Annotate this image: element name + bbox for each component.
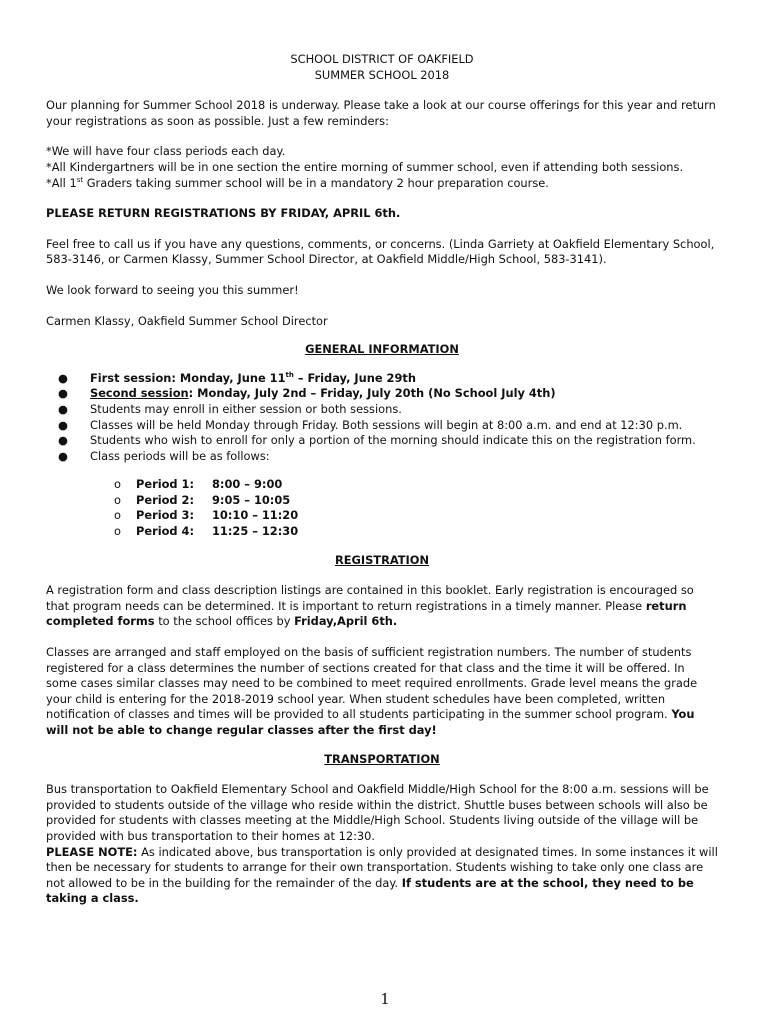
reminder-periods: *We will have four class periods each day. [46, 144, 286, 159]
period-label: Period 4: [136, 524, 195, 539]
period-time: 9:05 – 10:05 [212, 492, 291, 507]
look-forward-line: We look forward to seeing you this summer! [46, 282, 299, 297]
document-page [46, 52, 718, 907]
period-label: Period 1: [136, 477, 195, 492]
list-item: ● Students may enroll in either session or both sessions. [58, 401, 402, 416]
period-label: Period 3: [136, 508, 195, 523]
reminder-kindergarten: *All Kindergartners will be in one section the entire morning of summer school, even if attending both sessions. [46, 159, 684, 174]
general-information-heading: GENERAL INFORMATION [305, 342, 459, 357]
bullet-icon: ● [58, 417, 68, 432]
contact-paragraph: Feel free to call us if you have any questions, comments, or concerns. (Linda Garriety at Oakfield Elementary School, 583-3146, or Carmen Klassy, Summer School Director, at Oakfield Middle/High School, 583-3141). [46, 236, 715, 267]
transportation-note: PLEASE NOTE: As indicated above, bus transportation is only provided at designated times. In some instances it will then be necessary for students to arrange for their own transportation. Students wishing to take only one class are not allowed to be in the building for the remainder of the day. If students are at the school, they need to be taking a class. [46, 844, 718, 906]
list-item: ● Class periods will be as follows: [58, 448, 270, 463]
bullet-icon: ● [58, 433, 68, 448]
list-item: ● Classes will be held Monday through Friday. Both sessions will begin at 8:00 a.m. and end at 12:30 p.m. [58, 417, 683, 432]
bullet-icon: ● [58, 370, 68, 385]
list-item: ● Students who wish to enroll for only a portion of the morning should indicate this on the registration form. [58, 433, 696, 448]
period-row [46, 493, 718, 509]
reminder-first-grade: *All 1st Graders taking summer school will be in a mandatory 2 hour preparation course. [46, 175, 549, 190]
registration-paragraph-1: A registration form and class description listings are contained in this booklet. Early registration is encouraged so that program needs can be determined. It is important to return registrations in a timely manner. Please return completed forms to the school offices by Friday,April 6th. [46, 583, 694, 629]
bullet-icon: ● [58, 386, 68, 401]
period-time: 8:00 – 9:00 [212, 477, 283, 492]
transportation-heading: TRANSPORTATION [324, 751, 440, 766]
registration-deadline: PLEASE RETURN REGISTRATIONS BY FRIDAY, APRIL 6th. [46, 206, 401, 221]
period-row [46, 508, 718, 524]
general-information-list [46, 371, 718, 465]
period-time: 10:10 – 11:20 [212, 508, 299, 523]
list-item: ● First session: Monday, June 11th – Friday, June 29th [58, 370, 416, 385]
registration-paragraph-2: Classes are arranged and staff employed on the basis of sufficient registration numbers. The number of students registered for a class determines the number of sections created for that class and the time it will be offered. In some cases similar classes may need to be combined to meet required enrollments. Grade level means the grade your child is entering for the 2018-2019 school year. When student schedules have been completed, written notification of classes and times will be provided to all students participating in the summer school program. You will not be able to change regular classes after the first day! [46, 645, 698, 737]
list-item: ● Second session: Monday, July 2nd – Friday, July 20th (No School July 4th) [58, 386, 556, 401]
period-time: 11:25 – 12:30 [212, 524, 299, 539]
class-period-list [46, 477, 718, 539]
bullet-icon: ● [58, 401, 68, 416]
registration-heading: REGISTRATION [334, 552, 430, 567]
period-label: Period 2: [136, 492, 195, 507]
transportation-paragraph: Bus transportation to Oakfield Elementary School and Oakfield Middle/High School for the 8:00 a.m. sessions will be provided to students outside of the village who reside within the district. Shuttle buses between schools will also be provided for students with classes meeting at the Middle/High School. Students living outside of the village will be provided with bus transportation to their homes at 12:30. [46, 782, 709, 843]
period-row [46, 477, 718, 493]
period-row [46, 524, 718, 540]
bullet-icon: ● [58, 448, 68, 463]
sub-bullet-icon: o [114, 477, 121, 492]
intro-paragraph: Our planning for Summer School 2018 is underway. Please take a look at our course offerings for this year and return your registrations as soon as possible. Just a few reminders: [46, 98, 716, 128]
director-signature: Carmen Klassy, Oakfield Summer School Director [46, 313, 328, 328]
page-number: 1 [380, 990, 390, 1008]
sub-bullet-icon: o [114, 524, 121, 539]
sub-bullet-icon: o [114, 492, 121, 507]
sub-bullet-icon: o [114, 508, 121, 523]
program-title: SUMMER SCHOOL 2018 [314, 67, 450, 82]
district-title: SCHOOL DISTRICT OF OAKFIELD [290, 52, 474, 66]
